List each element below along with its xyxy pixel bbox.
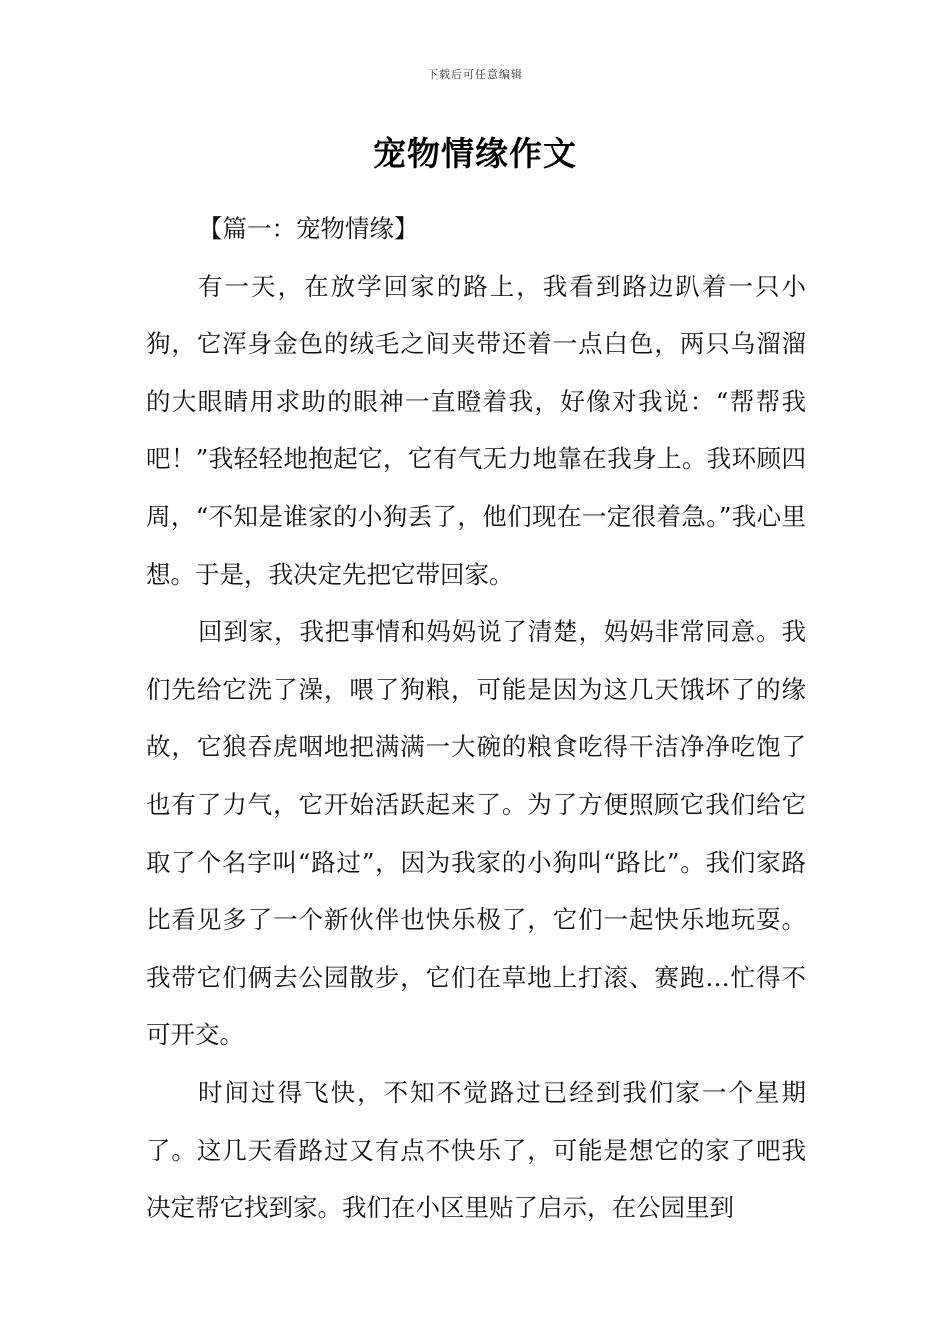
paragraph-1: 有一天，在放学回家的路上，我看到路边趴着一只小狗，它浑身金色的绒毛之间夹带还着一点白色，两只乌溜溜的大眼睛用求助的眼神一直瞪着我，好像对我说：“帮帮我吧！”我轻轻地抱起它，它有气无力地靠在我身上。我环顾四周，“不知是谁家的小狗丢了，他们现在一定很着急。”我心里想。于是，我决定先把它带回家。 xyxy=(146,271,806,589)
section-heading: 【篇一：宠物情缘】 xyxy=(198,214,419,243)
document-title: 宠物情缘作文 xyxy=(373,134,577,173)
document-body xyxy=(146,200,806,1237)
paragraph-2: 回到家，我把事情和妈妈说了清楚，妈妈非常同意。我们先给它洗了澡，喂了狗粮，可能是因为这几天饿坏了的缘故，它狼吞虎咽地把满满一大碗的粮食吃得干洁净净吃饱了也有了力气，它开始活跃起来了。为了方便照顾它我们给它取了个名字叫“路过”，因为我家的小狗叫“路比”。我们家路比看见多了一个新伙伴也快乐极了，它们一起快乐地玩耍。我带它们俩去公园散步，它们在草地上打滚、赛跑…忙得不可开交。 xyxy=(146,617,806,1050)
header-note: 下载后可任意编辑 xyxy=(427,68,523,81)
paragraph-3: 时间过得飞快，不知不觉路过已经到我们家一个星期了。这几天看路过又有点不快乐了，可能是想它的家了吧我决定帮它找到家。我们在小区里贴了启示，在公园里到 xyxy=(146,1077,806,1223)
